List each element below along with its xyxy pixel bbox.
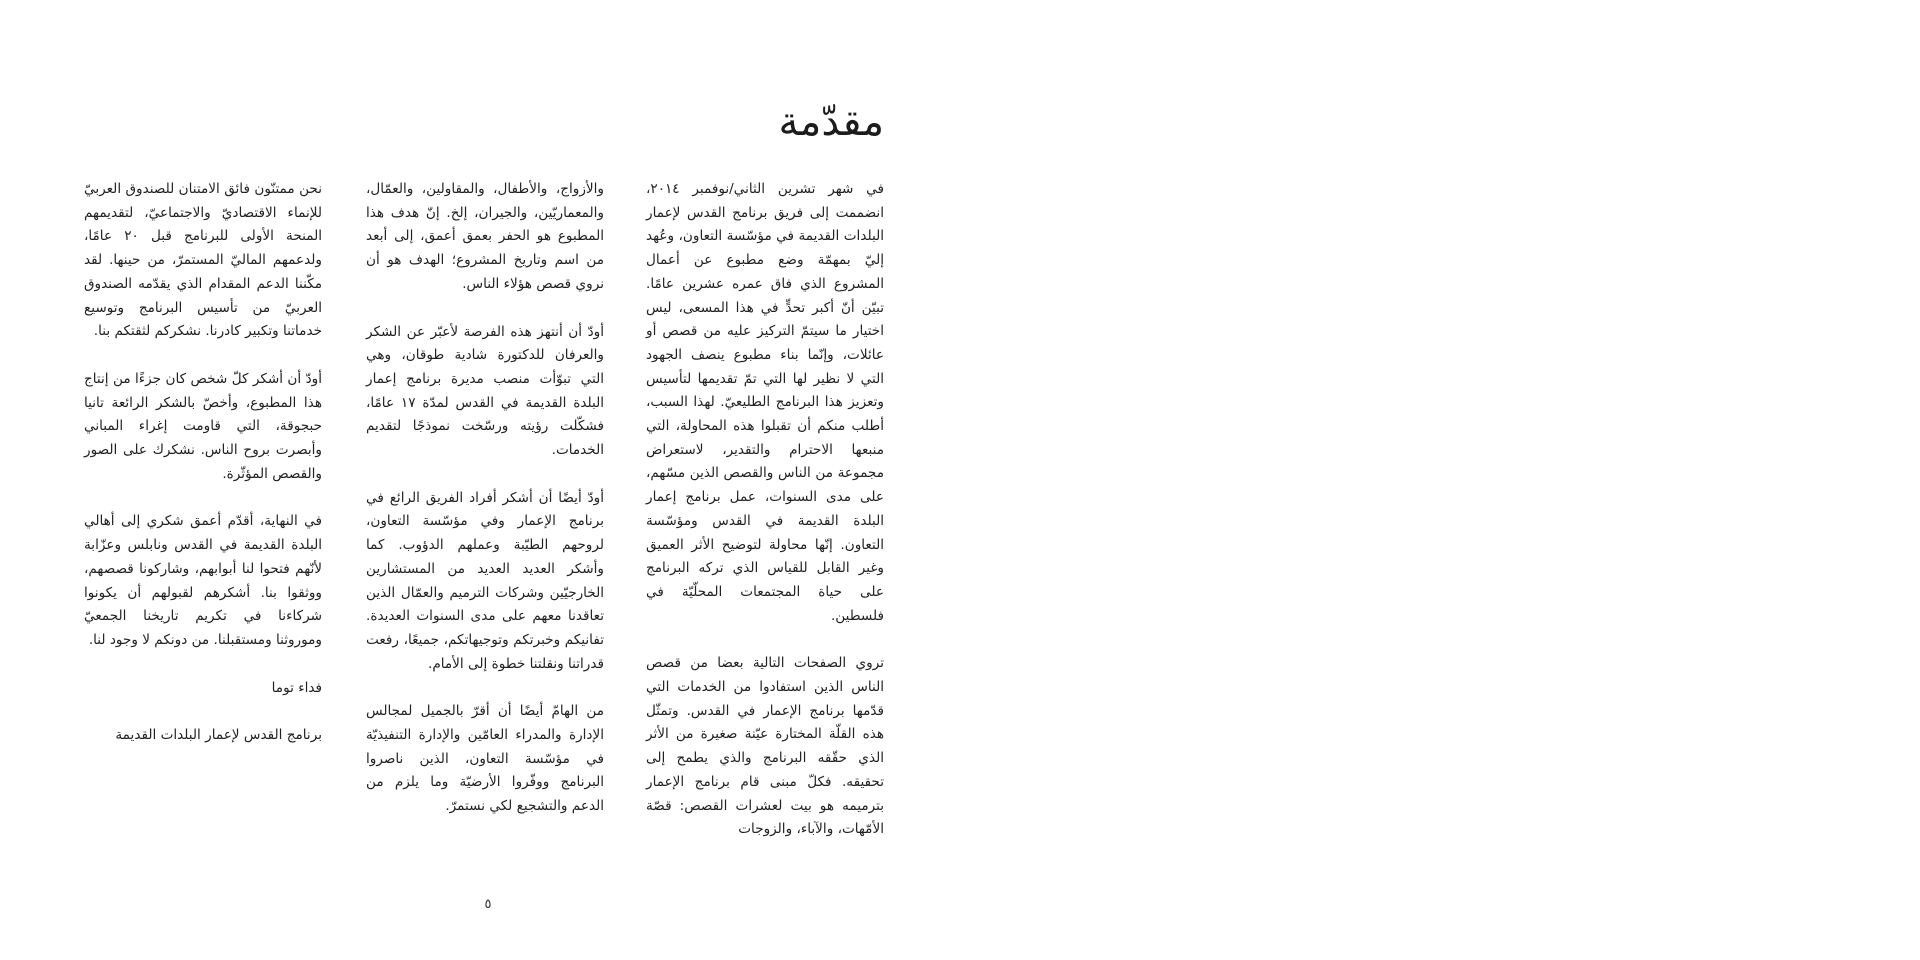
paragraph: والأزواج، والأطفال، والمقاولين، والعمّال، والمعماريّين، والجيران، إلخ. إنّ هدف هذا المطبوع هو الحفر بعمق أعمق، إلى أبعد من اسم وتاريخ المشروع؛ الهدف هو أن نروي قصص هؤلاء الناس. — [366, 181, 604, 292]
paragraph: أودّ أن أنتهز هذه الفرصة لأعبّر عن الشكر والعرفان للدكتورة شادية طوقان، وهي التي تبوّأت منصب مديرة برنامج إعمار البلدة القديمة في القدس لمدّة ١٧ عامًا، فشكّلت رؤيته ورسّخت نموذجًا لتقديم الخدمات. — [366, 323, 605, 459]
paragraph: تروي الصفحات التالية بعضا من قصص الناس الذين استفادوا من الخدمات التي قدّمها برنامج الإعمار في القدس. وتمثّل هذه القلّة المختارة عيّنة صغيرة من الأثر الذي حقّقه البرنامج والذي يطمح إلى تحقيقه. فكلّ مبنى قام برنامج الإعمار بترميمه هو بيت لعشرات القصص: قصّة الأمّهات، والآباء، والزوجات — [646, 655, 884, 838]
paragraph: أودّ أيضًا أن أشكر أفراد الفريق الرائع في برنامج الإعمار وفي مؤسّسة التعاون، لروحهم الطيّبة وعملهم الدؤوب. كما وأشكر العديد العديد من المستشارين الخارجيّين وشركات الترميم والعمّال الذين تعاقدنا معهم على مدى السنوات العديدة. تفانيكم وخبرتكم وتوجيهاتكم، جميعًا، رفعت قدراتنا ونقلتنا خطوة إلى الأمام. — [366, 489, 604, 672]
text-column-2 — [366, 178, 604, 843]
text-column-1 — [646, 178, 884, 866]
signature-block — [84, 677, 322, 748]
paragraph: في النهاية، أقدّم أعمق شكري إلى أهالي البلدة القديمة في القدس ونابلس وعزّابة لأنّهم فتحوا لنا أبوابهم، وشاركونا قصصهم، ووثقوا بنا. أشكرهم لقبولهم أن يكونوا شركاءنا في تكريم تاريخنا الجمعيّ وموروثنا ومستقبلنا. من دونكم لا وجود لنا. — [84, 513, 322, 648]
page-number: ٥ — [484, 897, 492, 912]
paragraph: أودّ أن أشكر كلّ شخص كان جزءًا من إنتاج هذا المطبوع، وأخصّ بالشكر الرائعة تانيا حبجوقة، التي قاومت إغراء المباني وأبصرت بروح الناس. نشكرك على الصور والقصص المؤثّرة. — [84, 370, 322, 482]
paragraph: نحن ممتنّون فائق الامتنان للصندوق العربيّ للإنماء الاقتصاديّ والاجتماعيّ، لتقديمهم المنحة الأولى للبرنامج قبل ٢٠ عامًا، ولدعمهم الماليّ المستمرّ، من حينها. لقد مكّننا الدعم المقدام الذي يقدّمه الصندوق العربيّ من تأسيس البرنامج وتوسيع خدماتنا وتكبير كادرنا. نشكركم لثقتكم بنا. — [84, 181, 322, 340]
signature-role: برنامج القدس لإعمار البلدات القديمة — [115, 727, 322, 744]
text-column-3 — [84, 178, 322, 772]
paragraph: من الهامّ أيضًا أن أقرّ بالجميل لمجالس الإدارة والمدراء العامّين والإدارة التنفيذيّة في مؤسّسة التعاون، الذين ناصروا البرنامج ووفّروا الأرضيّة وما يلزم من الدعم والتشجيع لكي نستمرّ. — [366, 703, 604, 815]
signature-name: فداء توما — [271, 679, 322, 696]
page-title: مقدّمة — [778, 99, 884, 145]
paragraph: في شهر تشرين الثاني/نوفمبر ٢٠١٤، انضممت إلى فريق برنامج القدس لإعمار البلدات القديمة في مؤسّسة التعاون، وعُهد إليّ بمهمّة وضع مطبوع عن أعمال المشروع الذي فاق عمره عشرين عامًا. تبيّن أنّ أكبر تحدٍّ في هذا المسعى، ليس اختيار ما سيتمّ التركيز عليه من قصص أو عائلات، وإنّما بناء مطبوع ينصف الجهود التي لا نظير لها التي تمّ تقديمها لتأسيس وتعزيز هذا البرنامج الطليعيّ. لهذا السبب، أطلب منكم أن تقبلوا هذه المحاولة، التي منبعها الاحترام والتقدير، لاستعراض مجموعة من الناس والقصص الذين مسّهم، على مدى السنوات، عمل برنامج إعمار البلدة القديمة في القدس ومؤسّسة التعاون. إنّها محاولة لتوضيح الأثر العميق وغير القابل للقياس الذي تركه البرنامج على حياة المجتمعات المحلّيّة في فلسطين. — [646, 181, 884, 624]
